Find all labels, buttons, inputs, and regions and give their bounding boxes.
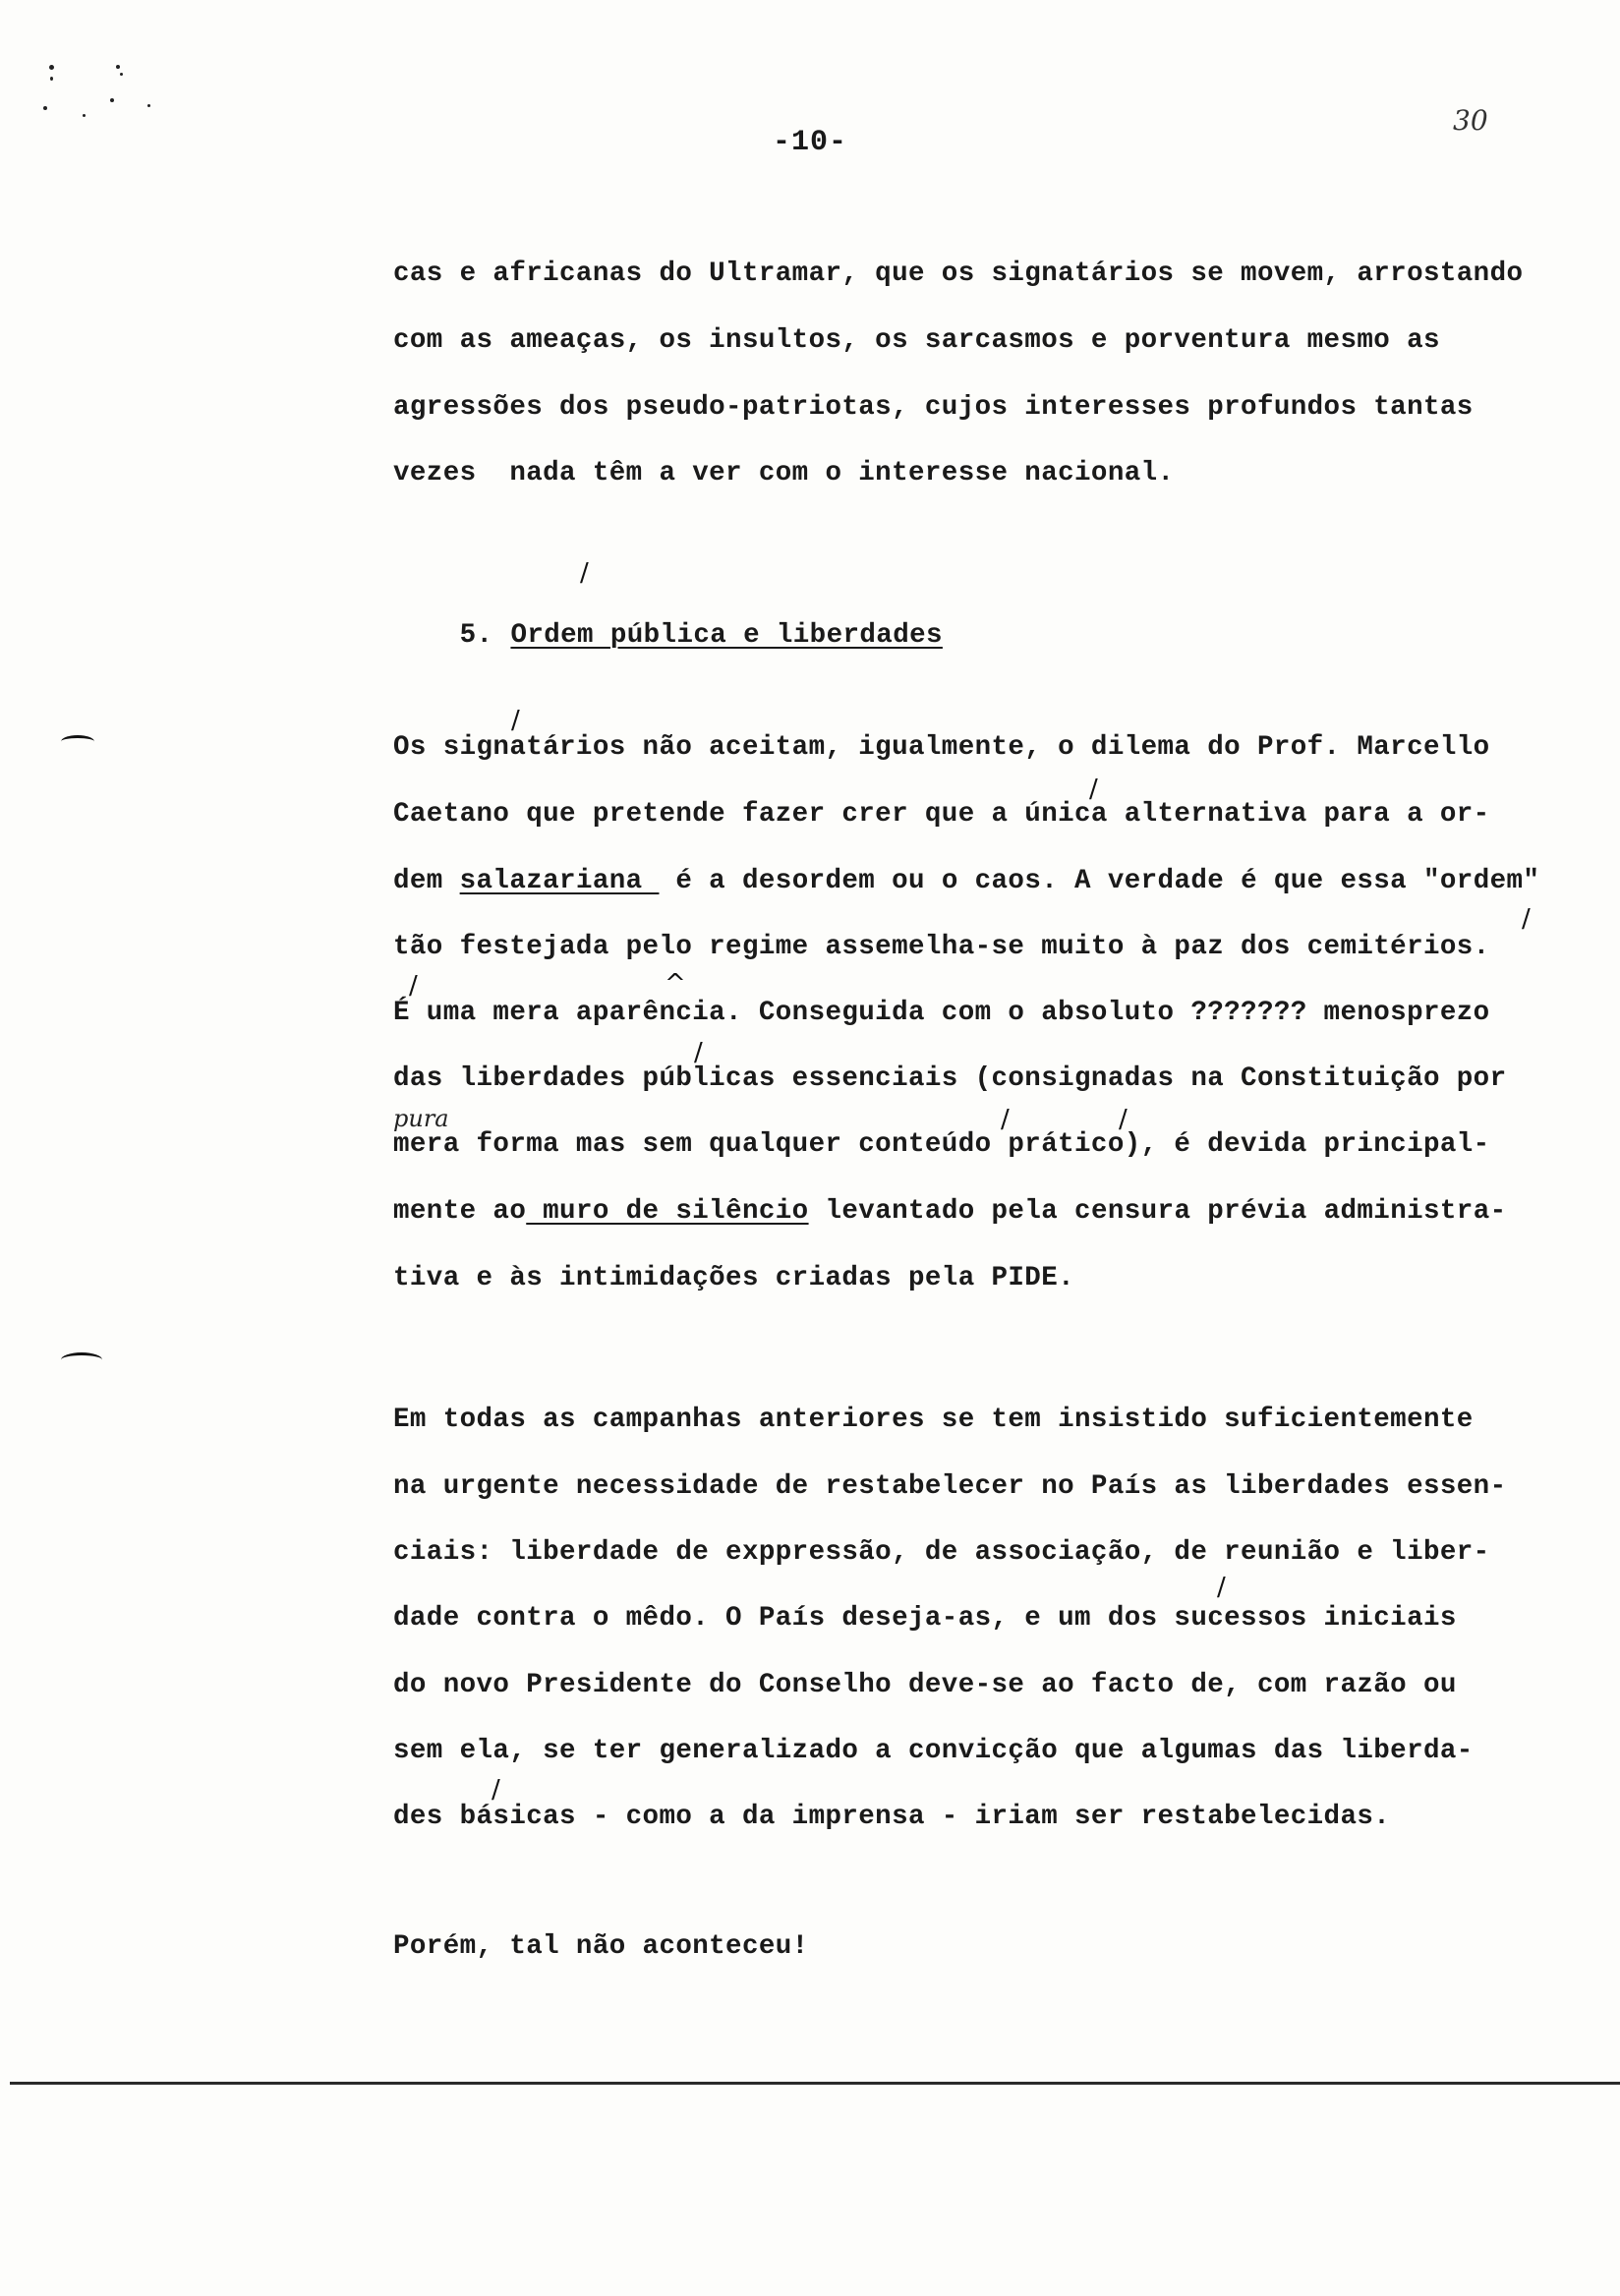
section-title: Ordem pública e liberdades <box>510 620 943 651</box>
archive-number: 30 <box>1453 104 1488 137</box>
scan-speck <box>147 104 150 107</box>
page-bottom-rule <box>10 2082 1620 2085</box>
paragraph-line: agressões dos pseudo-patriotas, cujos interesses profundos tantas <box>393 392 1474 423</box>
paragraph-line: na urgente necessidade de restabelecer no País as liberdades essen- <box>393 1471 1507 1502</box>
handwritten-annotation: pura <box>393 1105 449 1132</box>
paragraph-line: Os signatários não aceitam, igualmente, o dilema do Prof. Marcello <box>393 732 1490 763</box>
margin-mark <box>61 735 94 748</box>
underlined-term: muro de silêncio <box>526 1196 809 1227</box>
accent-mark: / <box>1217 1573 1226 1602</box>
paragraph-line <box>393 865 1539 898</box>
paragraph-line: sem ela, se ter generalizado a convicção que algumas das liberda- <box>393 1736 1474 1766</box>
accent-mark: / <box>1119 1105 1128 1134</box>
paragraph-line: cas e africanas do Ultramar, que os signatários se movem, arrostando <box>393 258 1524 289</box>
scan-speck <box>43 106 47 110</box>
accent-mark: / <box>492 1775 500 1805</box>
accent-mark: ^ <box>665 969 686 999</box>
scan-speck <box>83 114 86 117</box>
paragraph-line: dade contra o mêdo. O País deseja-as, e um dos sucessos iniciais <box>393 1603 1457 1634</box>
text-segment: dem <box>393 866 460 896</box>
scan-speck <box>50 77 53 81</box>
paragraph-line: das liberdades públicas essenciais (consignadas na Constituição por <box>393 1063 1507 1094</box>
paragraph-line: É uma mera aparência. Conseguida com o absoluto ??????? menosprezo <box>393 998 1490 1028</box>
scan-speck <box>49 65 54 70</box>
scan-speck <box>120 73 123 76</box>
paragraph-line <box>393 1195 1507 1229</box>
paragraph-line: tão festejada pelo regime assemelha-se muito à paz dos cemitérios. <box>393 932 1490 962</box>
paragraph-line: mera forma mas sem qualquer conteúdo prático), é devida principal- <box>393 1129 1490 1160</box>
paragraph-line: com as ameaças, os insultos, os sarcasmos e porventura mesmo as <box>393 325 1440 356</box>
accent-mark: / <box>1001 1105 1010 1134</box>
accent-mark: / <box>580 558 589 588</box>
paragraph-line: ciais: liberdade de exppressão, de associação, de reunião e liber- <box>393 1537 1490 1568</box>
accent-mark: / <box>694 1038 703 1067</box>
section-number: 5. <box>459 620 493 651</box>
text-segment: levantado pela censura prévia administra- <box>808 1196 1507 1227</box>
text-segment: mente ao <box>393 1196 527 1227</box>
accent-mark: / <box>1522 904 1531 934</box>
underlined-term: salazariana <box>459 866 660 896</box>
paragraph-line: Caetano que pretende fazer crer que a única alternativa para a or- <box>393 799 1490 830</box>
closing-line: Porém, tal não aconteceu! <box>393 1931 809 1962</box>
text-segment: é a desordem ou o caos. A verdade é que essa "ordem" <box>659 866 1540 896</box>
scan-speck <box>110 98 114 102</box>
accent-mark: / <box>409 971 418 1001</box>
margin-mark <box>61 1352 102 1367</box>
paragraph-line: Em todas as campanhas anteriores se tem insistido suficientemente <box>393 1405 1474 1435</box>
paragraph-line: vezes nada têm a ver com o interesse nacional. <box>393 458 1175 488</box>
page-number: -10- <box>772 126 847 159</box>
section-heading <box>393 586 943 686</box>
paragraph-line: tiva e às intimidações criadas pela PIDE. <box>393 1263 1075 1293</box>
scan-speck <box>116 65 120 69</box>
paragraph-line: do novo Presidente do Conselho deve-se ao facto de, com razão ou <box>393 1670 1457 1700</box>
paragraph-line: des básicas - como a da imprensa - iriam ser restabelecidas. <box>393 1802 1391 1832</box>
accent-mark: / <box>511 706 520 735</box>
accent-mark: / <box>1089 775 1098 804</box>
